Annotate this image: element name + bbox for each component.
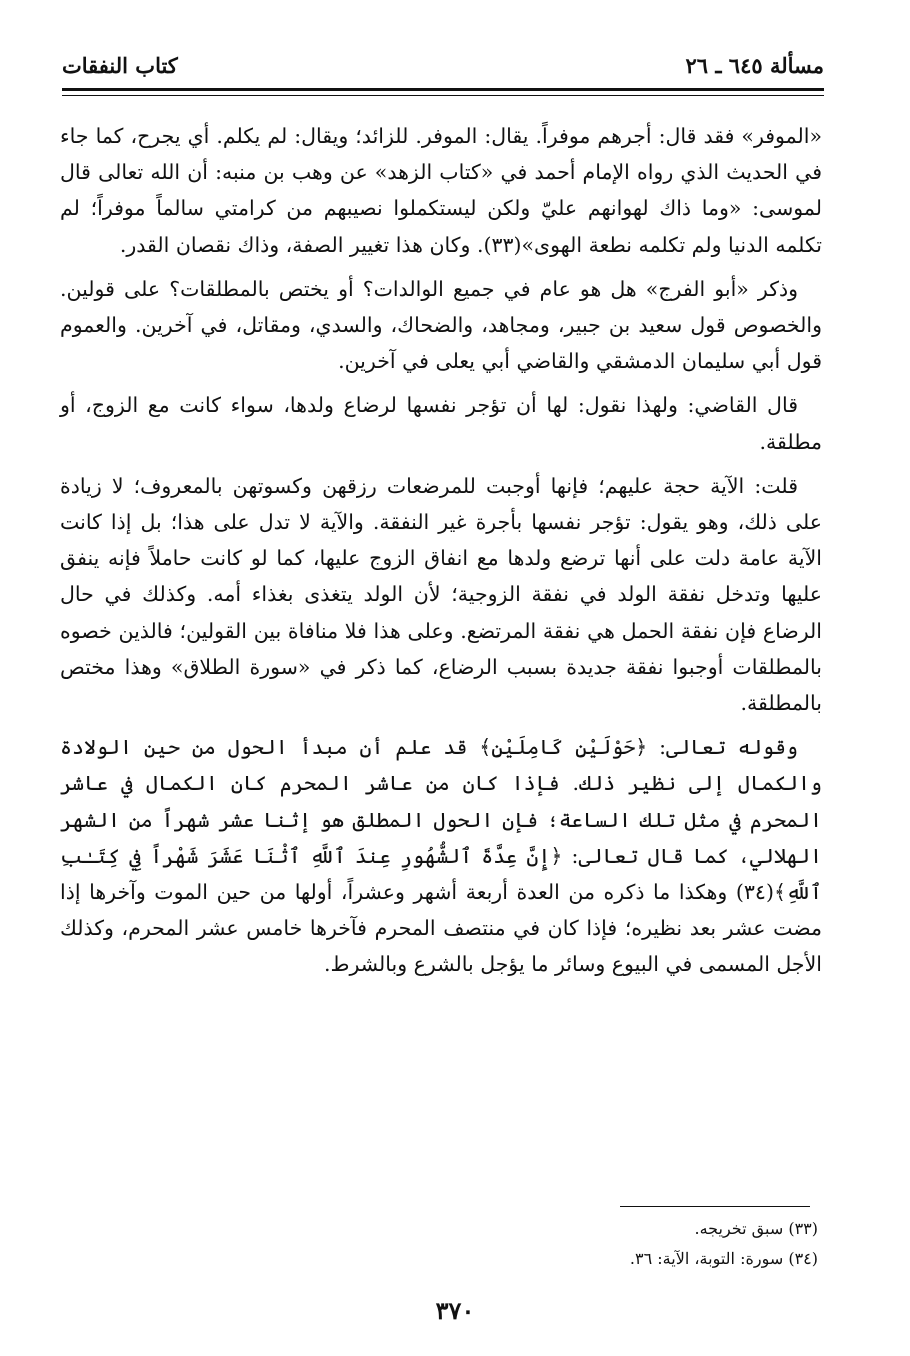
- header-book-title: كتاب النفقات: [62, 52, 178, 78]
- page-number: ٣٧٠: [435, 1296, 475, 1325]
- paragraph: وقوله تعالى: ﴿حَوْلَيْنِ كَامِلَيْنِ﴾ قد علم أن مبدأ الحول من حين الولادة والكمال إلى نظير ذلك. فإذا كان من عاشر المحرم كان الكمال في عاشر المحرم في مثل تلك الساعة؛ فإن الحول المطلق هو إثنا عشر شهراً من الشهر الهلالي، كما قال تعالى: ﴿إِنَّ عِدَّةَ ٱلشُّهُورِ عِندَ ٱللَّهِ ٱثْنَا عَشَرَ شَهْراً فِي كِتَـٰبِ ٱللَّهِ﴾(٣٤) وهكذا ما ذكره من العدة أربعة أشهر وعشراً، أولها من حين الموت وآخرها إذا مضت عشر بعد نظيره؛ فإذا كان في منتصف المحرم فآخرها خامس عشر المحرم، وكذلك الأجل المسمى في البيوع وسائر ما يؤجل بالشرع وبالشرط.: [60, 735, 822, 977]
- footnote: (٣٤) سورة: التوبة، الآية: ٣٦.: [629, 1249, 818, 1268]
- running-header: [62, 48, 824, 82]
- header-rule-thick: [62, 88, 824, 91]
- paragraph: «الموفر» فقد قال: أجرهم موفراً. يقال: الموفر. للزائد؛ ويقال: لم يكلم. أي يجرح، كما جاء في الحديث الذي رواه الإمام أحمد في «كتاب الزهد» عن وهب بن منبه: أن الله تعالى قال لموسى: «وما ذاك لهوانهم عليّ ولكن ليستكملوا نصيبهم من كرامتي سالماً موفراً؛ لم تكلمه الدنيا ولم تكلمه نطعة الهوى»(٣٣). وكان هذا تغيير الصفة، وذاك نقصان القدر.: [60, 124, 822, 257]
- paragraph: قال القاضي: ولهذا نقول: لها أن تؤجر نفسها لرضاع ولدها، سواء كانت مع الزوج، أو مطلقة.: [60, 393, 822, 454]
- footnote: (٣٣) سبق تخريجه.: [694, 1219, 818, 1238]
- header-issue: مسألة ٦٤٥ ـ ٢٦: [685, 52, 824, 78]
- footnotes: [200, 1214, 818, 1274]
- paragraph: وذكر «أبو الفرج» هل هو عام في جميع الوالدات؟ أو يختص بالمطلقات؟ على قولين. والخصوص قول سعيد بن جبير، ومجاهد، والضحاك، والسدي، ومقاتل، في آخرين. والعموم قول أبي سليمان الدمشقي والقاضي أبي يعلى في آخرين.: [60, 276, 822, 374]
- footnote-separator: [620, 1206, 810, 1207]
- header-rule-thin: [62, 95, 824, 96]
- body-text: [60, 118, 822, 991]
- paragraph: قلت: الآية حجة عليهم؛ فإنها أوجبت للمرضعات رزقهن وكسوتهن بالمعروف؛ لا زيادة على ذلك، وهو يقول: تؤجر نفسها بأجرة غير النفقة. والآية لا تدل على هذا؛ بل إذا كانت الآية عامة دلت على أنها ترضع ولدها مع انفاق الزوج عليها، كما لو كانت حاملاً فإنه ينفق عليها وتدخل نفقة الولد في نفقة الزوجية؛ لأن الولد يتغذى بغذاء أمه. وكذلك في حال الرضاع فإن نفقة الحمل هي نفقة المرتضع. وعلى هذا فلا منافاة بين القولين؛ فالذين خصوه بالمطلقات أوجبوا نفقة جديدة بسبب الرضاع، كما ذكر في «سورة الطلاق» وهذا مختص بالمطلقة.: [60, 473, 822, 716]
